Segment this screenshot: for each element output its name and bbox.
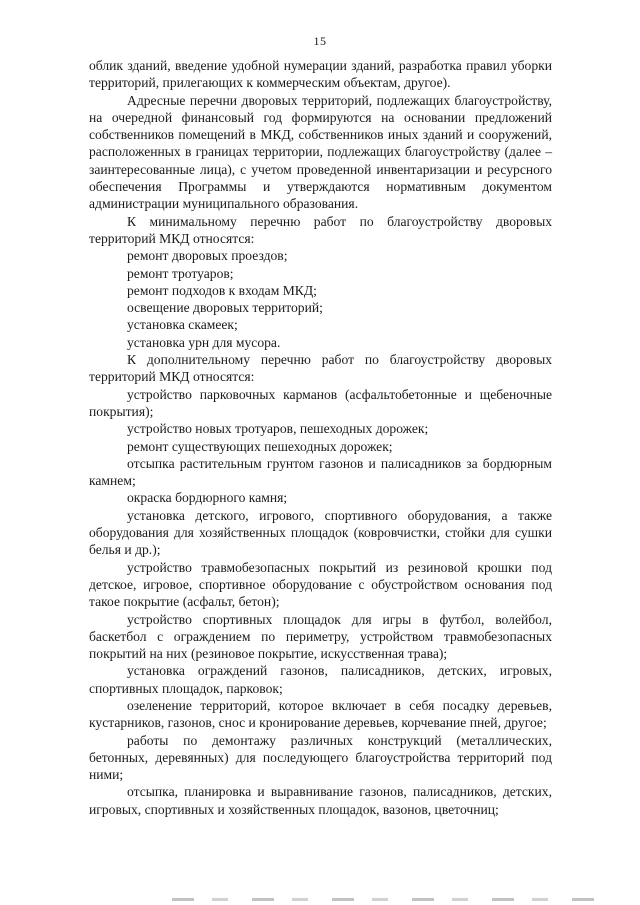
scan-artifact-line [172, 898, 602, 901]
list-item: отсыпка, планировка и выравнивание газонов, палисадников, детских, игровых, спортивных и хозяйственных площадок, вазонов, цветочниц; [89, 784, 552, 817]
list-item: окраска бордюрного камня; [127, 490, 288, 506]
list-item: установка скамеек; [127, 317, 238, 333]
paragraph-continuation: облик зданий, введение удобной нумерации зданий, разработка правил уборки территорий, прилегающих к коммерческим объектам, другое). [89, 58, 552, 91]
paragraph: Адресные перечни дворовых территорий, подлежащих благоустройству, на очередной финансовый год формируются на основании предложений собственников помещений в МКД, собственников иных зданий и сооружений, расположенных в границах территории, подлежащих благоустройству (далее – заинтересованные лица), с учетом проведенной инвентаризации и ресурсного обеспечения Программы и утверждаются нормативным документом администрации муниципального образования. [89, 92, 552, 212]
list-item: устройство новых тротуаров, пешеходных дорожек; [127, 421, 429, 437]
list-item: ремонт подходов к входам МКД; [127, 282, 317, 298]
paragraph: К дополнительному перечню работ по благоустройству дворовых территорий МКД относятся: [89, 352, 552, 385]
list-item: озеленение территорий, которое включает в себя посадку деревьев, кустарников, газонов, снос и кронирование деревьев, корчевание пней, другое; [89, 697, 552, 731]
list-item: освещение дворовых территорий; [127, 300, 323, 316]
document-body [89, 57, 552, 818]
list-item: ремонт дворовых проездов; [127, 248, 288, 264]
list-item: работы по демонтажу различных конструкций (металлических, бетонных, деревянных) для последующего благоустройства территорий под ними; [89, 732, 552, 783]
list-item: ремонт существующих пешеходных дорожек; [127, 438, 393, 454]
page-number: 15 [313, 34, 327, 48]
list-item: устройство спортивных площадок для игры в футбол, волейбол, баскетбол с ограждением по периметру, устройством травмобезопасных покрытий на них (резиновое покрытие, искусственная трава); [89, 611, 552, 662]
list-item: устройство парковочных карманов (асфальтобетонные и щебеночные покрытия); [89, 386, 552, 419]
list-item: установка урн для мусора. [127, 334, 281, 350]
list-item: устройство травмобезопасных покрытий из резиновой крошки под детское, игровое, спортивное оборудование с обустройством основания под такое покрытие (асфальт, бетон); [89, 559, 552, 610]
list-item: установка ограждений газонов, палисадников, детских, игровых, спортивных площадок, парковок; [89, 663, 552, 696]
list-item: ремонт тротуаров; [127, 265, 234, 281]
list-item: отсыпка растительным грунтом газонов и палисадников за бордюрным камнем; [89, 455, 552, 489]
paragraph: К минимальному перечню работ по благоустройству дворовых территорий МКД относятся: [89, 213, 552, 246]
list-item: установка детского, игрового, спортивного оборудования, а также оборудования для хозяйственных площадок (ковровчистки, стойки для сушки белья и др.); [89, 507, 552, 558]
